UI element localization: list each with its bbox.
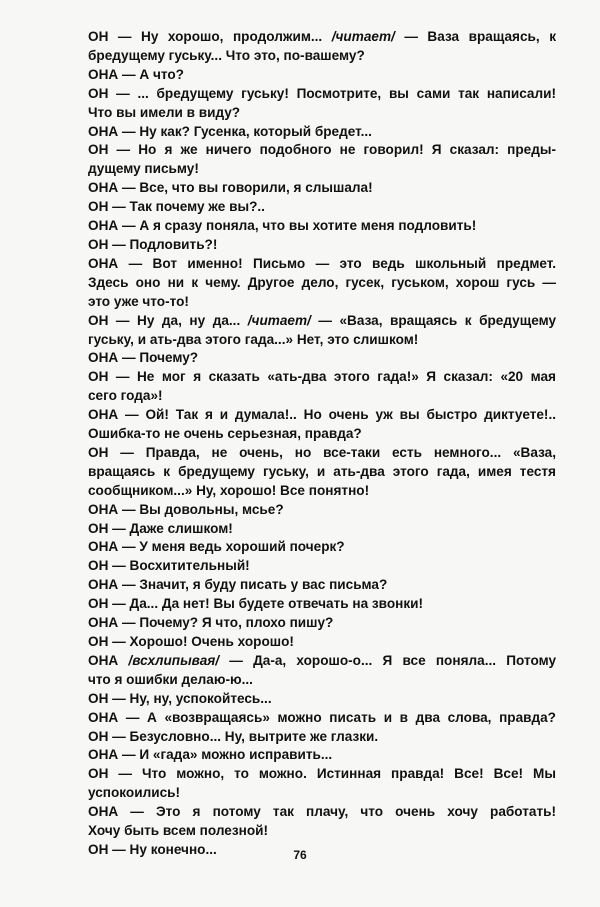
text-line-part: ОНА — А что? <box>88 66 184 82</box>
text-line <box>88 633 556 652</box>
text-line-part: ОНА — Значит, я буду писать у вас письма? <box>88 577 388 593</box>
text-line <box>88 217 556 236</box>
text-line <box>88 406 556 425</box>
text-line-part: — «Ваза, вращаясь к бредущему <box>310 312 557 328</box>
text-line <box>88 28 556 47</box>
text-line-part: ОНА — Ой! Так я и думала!.. Но очень уж вы быстро диктуете!.. <box>88 407 556 423</box>
text-line-part: вращаясь к бредущему гуську, и ать-два этого гада, имея тестя <box>88 463 556 479</box>
text-line <box>88 255 556 274</box>
text-line <box>88 66 556 85</box>
page-number: 76 <box>293 848 307 862</box>
stage-direction: /читает/ <box>331 29 395 44</box>
text-line <box>88 293 556 312</box>
text-line <box>88 576 556 595</box>
text-line-part: ОН — Ну хорошо, продолжим... <box>88 29 332 44</box>
text-line-part: ОН — Безусловно... Ну, вытрите же глазки. <box>88 728 379 744</box>
text-line-part: это уже что-то! <box>88 293 189 309</box>
text-line <box>88 765 556 784</box>
text-line-part: ОН — Правда, не очень, но все-таки есть немного... «Ваза, <box>88 444 556 460</box>
text-line <box>88 198 556 217</box>
text-line-part: ОН — Хорошо! Очень хорошо! <box>88 634 294 649</box>
text-line <box>88 822 556 841</box>
text-line-part: сего года»! <box>88 388 163 404</box>
text-line-part: ОНА — Это я потому так плачу, что очень хочу работать! <box>88 804 556 820</box>
text-line-part: ОН — Даже слишком! <box>88 520 233 536</box>
text-line <box>88 803 556 822</box>
text-line <box>88 652 556 671</box>
text-line <box>88 482 556 501</box>
text-line-part: ОН — Ну, ну, успокойтесь... <box>88 690 272 706</box>
text-line-part: ОНА <box>88 652 129 668</box>
text-line <box>88 368 556 387</box>
text-line-part: ОНА — Вы довольны, мсье? <box>88 501 284 517</box>
text-line-part: ОНА — Почему? <box>88 350 199 366</box>
text-line-part: ОН — Что можно, то можно. Истинная правда! Все! Все! Мы <box>88 766 556 782</box>
text-line-part: ОН — ... бредущему гуську! Посмотрите, вы сами так написали! <box>88 85 556 101</box>
text-line-part: Хочу быть всем полезной! <box>88 823 269 839</box>
text-line <box>88 557 556 576</box>
text-line-part: ОНА — Все, что вы говорили, я слышала! <box>88 180 373 196</box>
text-line <box>88 614 556 633</box>
text-line-part: ОН — Восхитительный! <box>88 558 250 574</box>
text-line <box>88 444 556 463</box>
text-line-part: Здесь оно ни к чему. Другое дело, гусек, гуськом, хорош гусь — <box>88 274 556 290</box>
text-line-part: ОНА — Почему? Я что, плохо пишу? <box>88 615 334 631</box>
text-line <box>88 671 556 690</box>
text-line-part: — Да-а, хорошо-о... Я все поняла... Потому <box>219 652 557 668</box>
text-line-part: бредущему гуську... Что это, по-вашему? <box>88 47 365 63</box>
text-line-part: ОНА — Ну как? Гусенка, который бредет... <box>88 123 372 139</box>
text-line <box>88 595 556 614</box>
dialogue-text <box>88 28 556 860</box>
text-line <box>88 274 556 293</box>
text-line-part: ОН — Ну да, ну да... <box>88 312 248 328</box>
text-line-part: ОН — Да... Да нет! Вы будете отвечать на звонки! <box>88 596 424 612</box>
text-line <box>88 690 556 709</box>
text-line-part: ОН — Так почему же вы?.. <box>88 199 265 215</box>
text-line-part: ОН — Но я же ничего подобного не говорил! Я сказал: преды- <box>88 142 556 158</box>
text-line-part: Ошибка-то не очень серьезная, правда? <box>88 426 362 442</box>
text-line-part: сообщником...» Ну, хорошо! Все понятно! <box>88 482 370 498</box>
text-line-part: что я ошибки делаю-ю... <box>88 671 253 687</box>
text-line-part: гуську, и ать-два этого гада...» Нет, это слишком! <box>88 331 419 347</box>
stage-direction: /всхлипывая/ <box>128 652 220 668</box>
text-line-part: ОНА — Вот именно! Письмо — это ведь школьный предмет. <box>88 255 556 271</box>
text-line <box>88 85 556 104</box>
text-line <box>88 47 556 66</box>
text-line-part: дущему письму! <box>88 161 199 177</box>
stage-direction: /читает/ <box>247 312 311 328</box>
text-line <box>88 728 556 747</box>
text-line <box>88 312 556 331</box>
text-line <box>88 463 556 482</box>
text-line-part: Что вы имели в виду? <box>88 104 241 120</box>
text-line-part: ОН — Ну конечно... <box>88 841 217 857</box>
text-line-part: ОНА — У меня ведь хороший почерк? <box>88 539 345 555</box>
text-line <box>88 160 556 179</box>
text-line-part: ОНА — А я сразу поняла, что вы хотите меня подловить! <box>88 218 477 234</box>
text-line-part: успокоились! <box>88 785 181 801</box>
text-line <box>88 538 556 557</box>
text-line <box>88 746 556 765</box>
text-line <box>88 123 556 142</box>
text-line <box>88 425 556 444</box>
text-line <box>88 709 556 728</box>
text-line <box>88 179 556 198</box>
text-line <box>88 236 556 255</box>
text-line-part: ОН — Подловить?! <box>88 236 218 252</box>
text-line-part: ОНА — И «гада» можно исправить... <box>88 747 333 763</box>
text-line <box>88 141 556 160</box>
text-line <box>88 104 556 123</box>
text-line <box>88 331 556 350</box>
text-line-part: ОН — Не мог я сказать «ать-два этого гада!» Я сказал: «20 мая <box>88 369 556 385</box>
text-line-part: — Ваза вращаясь, к <box>394 29 556 44</box>
text-line <box>88 501 556 520</box>
text-line-part: ОНА — А «возвращаясь» можно писать и в два слова, правда? <box>88 709 556 725</box>
text-line <box>88 349 556 368</box>
text-line <box>88 520 556 539</box>
text-line <box>88 784 556 803</box>
text-line <box>88 387 556 406</box>
